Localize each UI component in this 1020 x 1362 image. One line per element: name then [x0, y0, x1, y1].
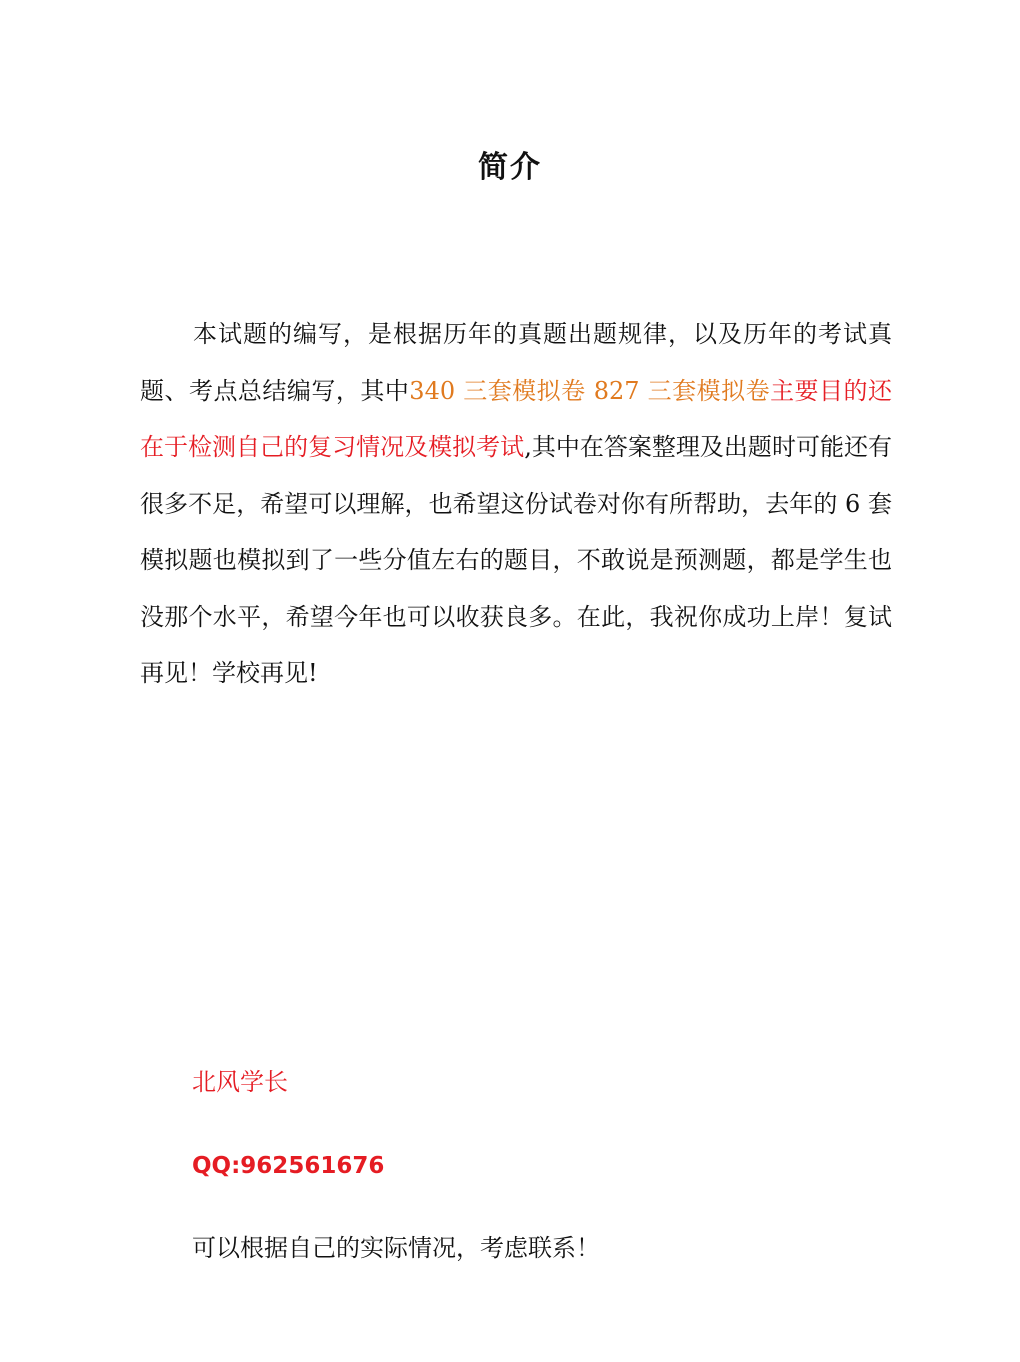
intro-paragraph	[140, 306, 892, 702]
intro-text-end: ,其中在答案整理及出题时可能还有很多不足，希望可以理解，也希望这份试卷对你有所帮助，去年的 6 套模拟题也模拟到了一些分值左右的题目，不敢说是预测题，都是学生也没那个水平，希望今年也可以收获良多。在此，我祝你成功上岸！复试再见！学校再见!	[140, 433, 892, 687]
intro-text-start: 本试题的编写，是根据历年的真题出题规律，以及历年的考试真题、考点总结编写，其中	[140, 320, 892, 405]
intro-highlight-red: 主要目的还在于检测自己的复习情况及模拟考试	[140, 376, 892, 461]
author-name: 北风学长	[192, 1068, 288, 1096]
intro-highlight-orange: 340 三套模拟卷 827 三套模拟卷	[409, 376, 771, 405]
page-title: 简介	[478, 150, 542, 185]
author-qq: QQ:962561676	[192, 1153, 385, 1179]
contact-note: 可以根据自己的实际情况，考虑联系！	[192, 1234, 600, 1262]
